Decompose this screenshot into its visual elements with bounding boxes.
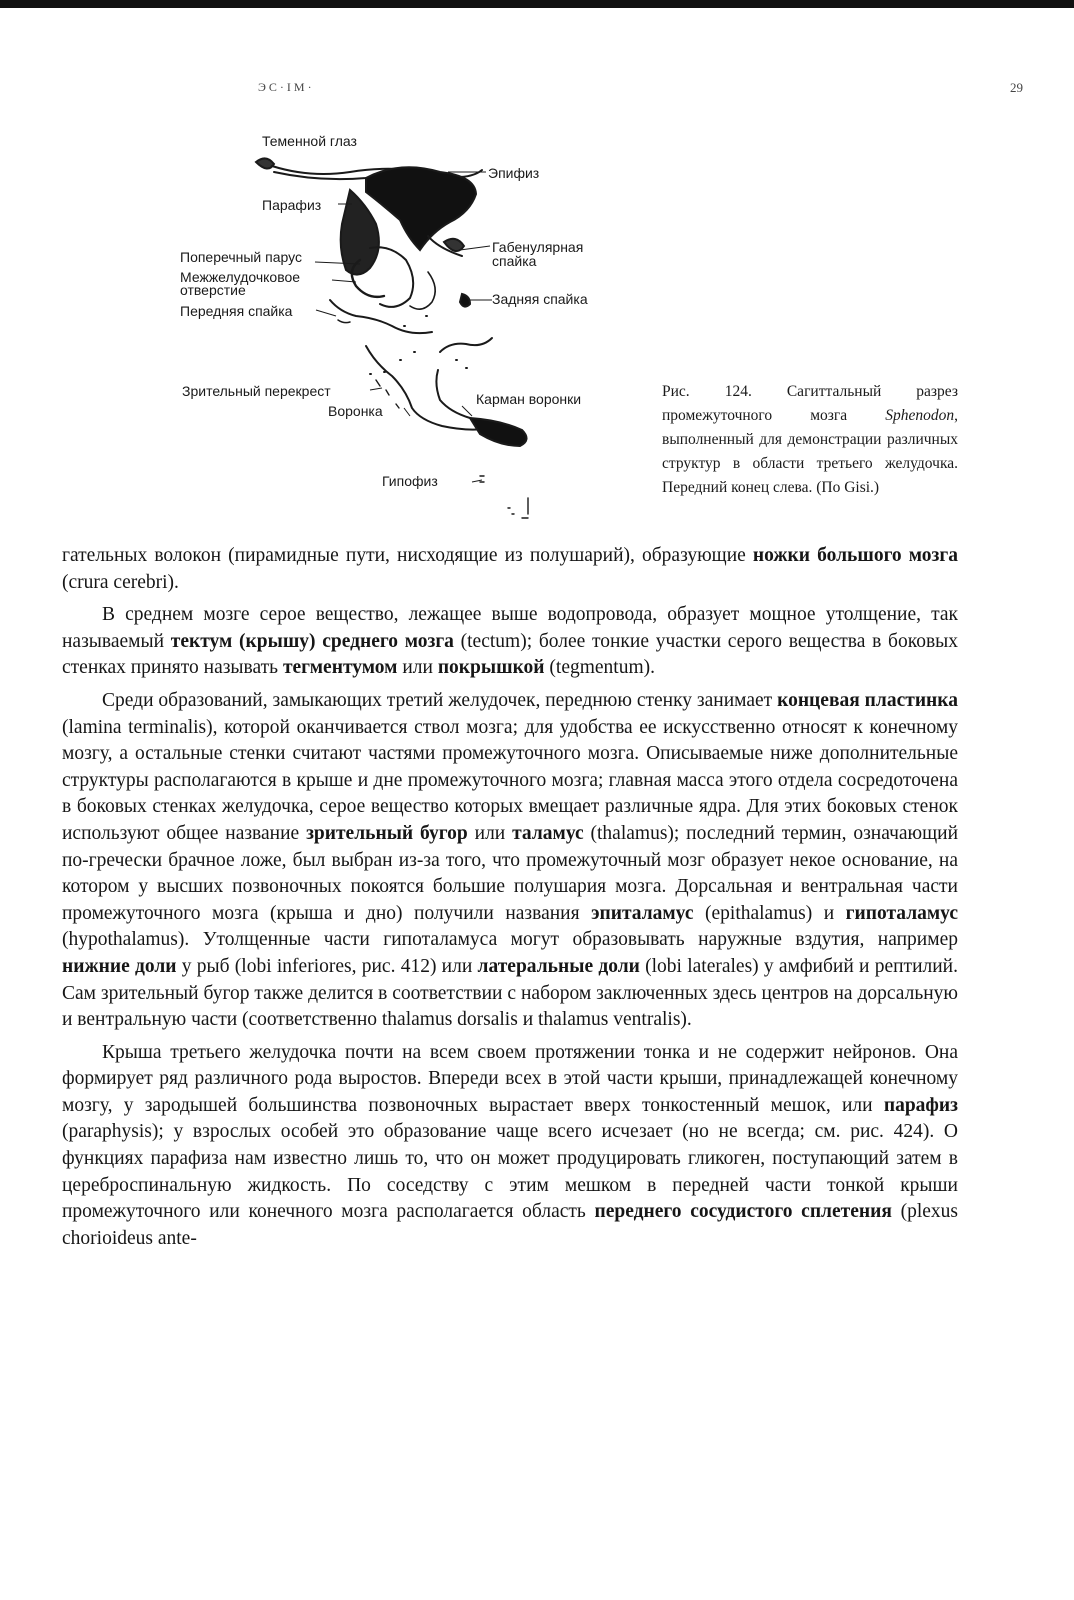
- paragraph-3: [62, 688, 958, 1034]
- label-paraphysis: Парафиз: [262, 197, 322, 213]
- p2-term-3: покрышкой: [437, 657, 545, 679]
- running-head: ЭС·ІМ·: [258, 80, 315, 94]
- p3-text-8: (lobi laterales) у амфибий и рептилий. Сам зрительный бугор также делится в соответствии с набором заключенных здесь центров на дорсальную и вентральную части (соответственно thalamus dorsalis и thalamus ventralis).: [62, 955, 958, 1031]
- label-posterior-commissure: Задняя спайка: [492, 291, 588, 307]
- p1-term-1: ножки большого мозга: [752, 545, 959, 566]
- paragraph-2: [62, 602, 958, 682]
- p3-text-4: (thalamus); последний термин, означающий по-гречески брачное ложе, был выбран из-за того, что промежуточный мозг образует некое основание, на котором у высших позвоночных покоятся большие полушария мозга. Дорсальная и вентральная части промежуточного мозга (крыша и дно) получили названия: [62, 822, 959, 924]
- p3-term-1: концевая пластинка: [777, 689, 958, 711]
- paraphysis-sac: [341, 190, 379, 275]
- p2-text-2: (tectum); более тонкие участки серого вещества в боковых стенках принято называть: [62, 630, 958, 679]
- top-rule: [0, 0, 1074, 8]
- p3-text-3: или: [467, 822, 513, 844]
- label-anterior-commissure: Передняя спайка: [180, 303, 293, 319]
- caption-prefix: Рис. 124. Сагиттальный разрез промежуточного мозга: [662, 383, 958, 424]
- p4-term-1: парафиз: [883, 1094, 958, 1116]
- paragraph-4: [62, 1040, 958, 1253]
- ventricle-floor: [366, 346, 490, 430]
- p3-text-7: у рыб (lobi inferiores, рис. 412) или: [176, 955, 478, 977]
- p4-text-2: (paraphysis); у взрослых особей это образование чаще всего исчезает (но не всегда; см. рис. 424). О функциях парафиза нам известно лишь то, что он может продуцировать гликоген, поступающий затем в цереброспинальную жидкость. По соседству с этим мешком в передней части тонкой крыши промежуточного или конечного мозга располагается область: [62, 1121, 958, 1223]
- figure-caption: [662, 380, 958, 500]
- pineal-eye-shape: [256, 158, 274, 168]
- label-foramen-1: Межжелудочковое: [180, 269, 301, 285]
- p1-text-1: гательных волокон (пирамидные пути, нисходящие из полушарий), образующие: [62, 545, 753, 566]
- caption-suffix: , выполненный для демонстрации различных структур в области третьего желудочка. Передний конец слева. (По Gisi.): [662, 407, 958, 496]
- caption-genus: Sphenodon: [885, 407, 955, 424]
- paragraph-1: [62, 543, 958, 596]
- label-infundibulum: Воронка: [328, 403, 383, 419]
- label-habenular-1: Габенулярная: [492, 239, 584, 255]
- p3-term-7: латеральные доли: [477, 955, 640, 977]
- p3-term-3: таламус: [512, 822, 584, 844]
- p3-text-1: Среди образований, замыкающих третий желудочек, переднюю стенку занимает: [102, 689, 778, 711]
- p2-term-2: тегментумом: [282, 657, 398, 679]
- p2-term-1: тектум (крышу) среднего мозга: [170, 630, 454, 652]
- page-number: 29: [1010, 80, 1023, 95]
- label-foramen-2: отверстие: [180, 282, 246, 298]
- p3-term-6: нижние доли: [62, 955, 177, 977]
- label-hypophysis: Гипофиз: [382, 473, 438, 489]
- p3-term-4: эпиталамус: [591, 902, 694, 924]
- p3-text-2: (lamina terminalis), которой оканчивается ствол мозга; для удобства ее искусственно относят к конечному мозгу, а остальные стенки считают частями промежуточного мозга. Описываемые ниже дополнительные структуры располагаются в крыше и дне промежуточного мозга; главная масса этого отдела сосредоточена в боковых стенках желудочка, серое вещество которых вмещает различные ядра. Для этих боковых стенок используют общее название: [62, 716, 958, 844]
- label-habenular-2: спайка: [492, 253, 537, 269]
- posterior-commissure-shape: [460, 294, 470, 307]
- p4-term-2: переднего сосудистого сплетения: [594, 1201, 892, 1223]
- p2-text-1: В среднем мозге серое вещество, лежащее выше водопровода, образует мощное утолщение, так называемый: [62, 604, 958, 652]
- label-optic-chiasm: Зрительный перекрест: [182, 383, 331, 399]
- label-infundibular-recess: Карман воронки: [476, 391, 582, 407]
- main-text: [62, 543, 958, 1258]
- label-epiphysis: Эпифиз: [488, 165, 540, 181]
- p3-term-5: гипоталамус: [845, 902, 958, 924]
- p4-text-1: Крыша третьего желудочка почти на всем своем протяжении тонка и не содержит нейронов. Она формирует ряд различного рода выростов. Впереди всех в этой части крыши, принадлежащей конечному мозгу, у зародышей большинства позвоночных вырастает вверх тонкостенный мешок, или: [62, 1041, 958, 1116]
- p3-term-2: зрительный бугор: [306, 822, 468, 844]
- infundibulum-shape: [470, 418, 527, 446]
- p2-text-4: (tegmentum).: [544, 657, 655, 679]
- epiphysis-mass: [366, 167, 476, 250]
- p4-text-3: (plexus chorioideus ante-: [62, 1201, 958, 1249]
- label-pineal-eye: Теменной глаз: [262, 133, 357, 149]
- p1-text-2: (crura cerebri).: [62, 571, 179, 593]
- p3-text-6: (hypothalamus). Утолщенные части гипоталамуса могут образовывать наружные вздутия, например: [62, 929, 958, 951]
- label-velum-transversum: Поперечный парус: [180, 249, 302, 265]
- p3-text-5: (epithalamus) и: [693, 902, 846, 924]
- figure-124: [170, 120, 640, 540]
- p2-text-3: или: [397, 657, 438, 679]
